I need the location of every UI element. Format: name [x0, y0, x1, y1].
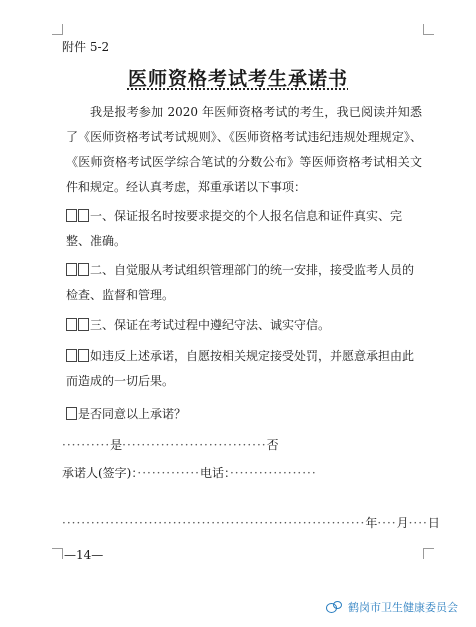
- month-label: 月: [396, 516, 409, 530]
- fill-line[interactable]: ······························: [122, 438, 267, 452]
- fill-line[interactable]: ·······························································: [62, 516, 366, 530]
- phone-label: 电话：: [199, 466, 230, 480]
- checkbox-icon[interactable]: [78, 263, 89, 276]
- watermark-text: 鹤岗市卫生健康委员会: [348, 601, 458, 614]
- watermark: [326, 599, 458, 615]
- commitment-item-2: [66, 258, 422, 308]
- signature-field[interactable]: ·············: [137, 466, 200, 480]
- commitment-text: 二、自觉服从考试组织管理部门的统一安排，接受监考人员的检查、监督和管理。: [66, 263, 415, 302]
- page-number: —14—: [64, 548, 104, 562]
- checkbox-icon[interactable]: [66, 349, 77, 362]
- checkbox-icon[interactable]: [66, 209, 77, 222]
- wechat-icon: [326, 601, 342, 613]
- yes-label: 是: [110, 438, 123, 452]
- year-label: 年: [365, 516, 378, 530]
- commitment-item-3: [66, 313, 422, 338]
- day-label: 日: [427, 516, 440, 530]
- checkbox-icon[interactable]: [66, 318, 77, 331]
- commitment-item-1: [66, 204, 422, 254]
- checkbox-icon[interactable]: [78, 318, 89, 331]
- phone-field[interactable]: ··················: [229, 466, 317, 480]
- consent-question: [66, 402, 422, 427]
- crop-mark-top-right: [423, 24, 434, 35]
- intro-paragraph: 我是报考参加 2020 年医师资格考试的考生，我已阅读并知悉了《医师资格考试考试规则》、《医师资格考试违纪违规处理规定》、《医师资格考试医学综合笔试的分数公布》等医师资格考试相关文件和规定。经认真考虑，郑重承诺以下事项：: [66, 105, 422, 194]
- annex-label: 附件 5-2: [62, 40, 110, 54]
- promiser-label: 承诺人(签字)：: [62, 466, 138, 480]
- crop-mark-bottom-left: [52, 548, 63, 559]
- signature-phone-line: [62, 464, 317, 481]
- month-field[interactable]: ····: [377, 516, 397, 530]
- checkbox-icon[interactable]: [78, 209, 89, 222]
- crop-mark-top-left: [52, 24, 63, 35]
- no-label: 否: [266, 438, 279, 452]
- commitment-text: 一、保证报名时按要求提交的个人报名信息和证件真实、完整、准确。: [66, 209, 403, 248]
- title-text: 医师资格考试考生承诺书: [127, 68, 348, 90]
- yes-no-line: [62, 436, 279, 453]
- date-line: [62, 514, 440, 531]
- checkbox-icon[interactable]: [66, 263, 77, 276]
- checkbox-icon[interactable]: [78, 349, 89, 362]
- consent-question-text: 是否同意以上承诺？: [78, 407, 187, 421]
- checkbox-icon[interactable]: [66, 407, 77, 420]
- document-title: [0, 64, 476, 91]
- fill-line[interactable]: ··········: [62, 438, 111, 452]
- commitment-text: 如违反上述承诺，自愿按相关规定接受处罚，并愿意承担由此而造成的一切后果。: [66, 349, 415, 388]
- commitment-text: 三、保证在考试过程中遵纪守法、诚实守信。: [90, 318, 331, 332]
- day-field[interactable]: ····: [408, 516, 428, 530]
- crop-mark-bottom-right: [423, 548, 434, 559]
- commitment-item-4: [66, 344, 422, 394]
